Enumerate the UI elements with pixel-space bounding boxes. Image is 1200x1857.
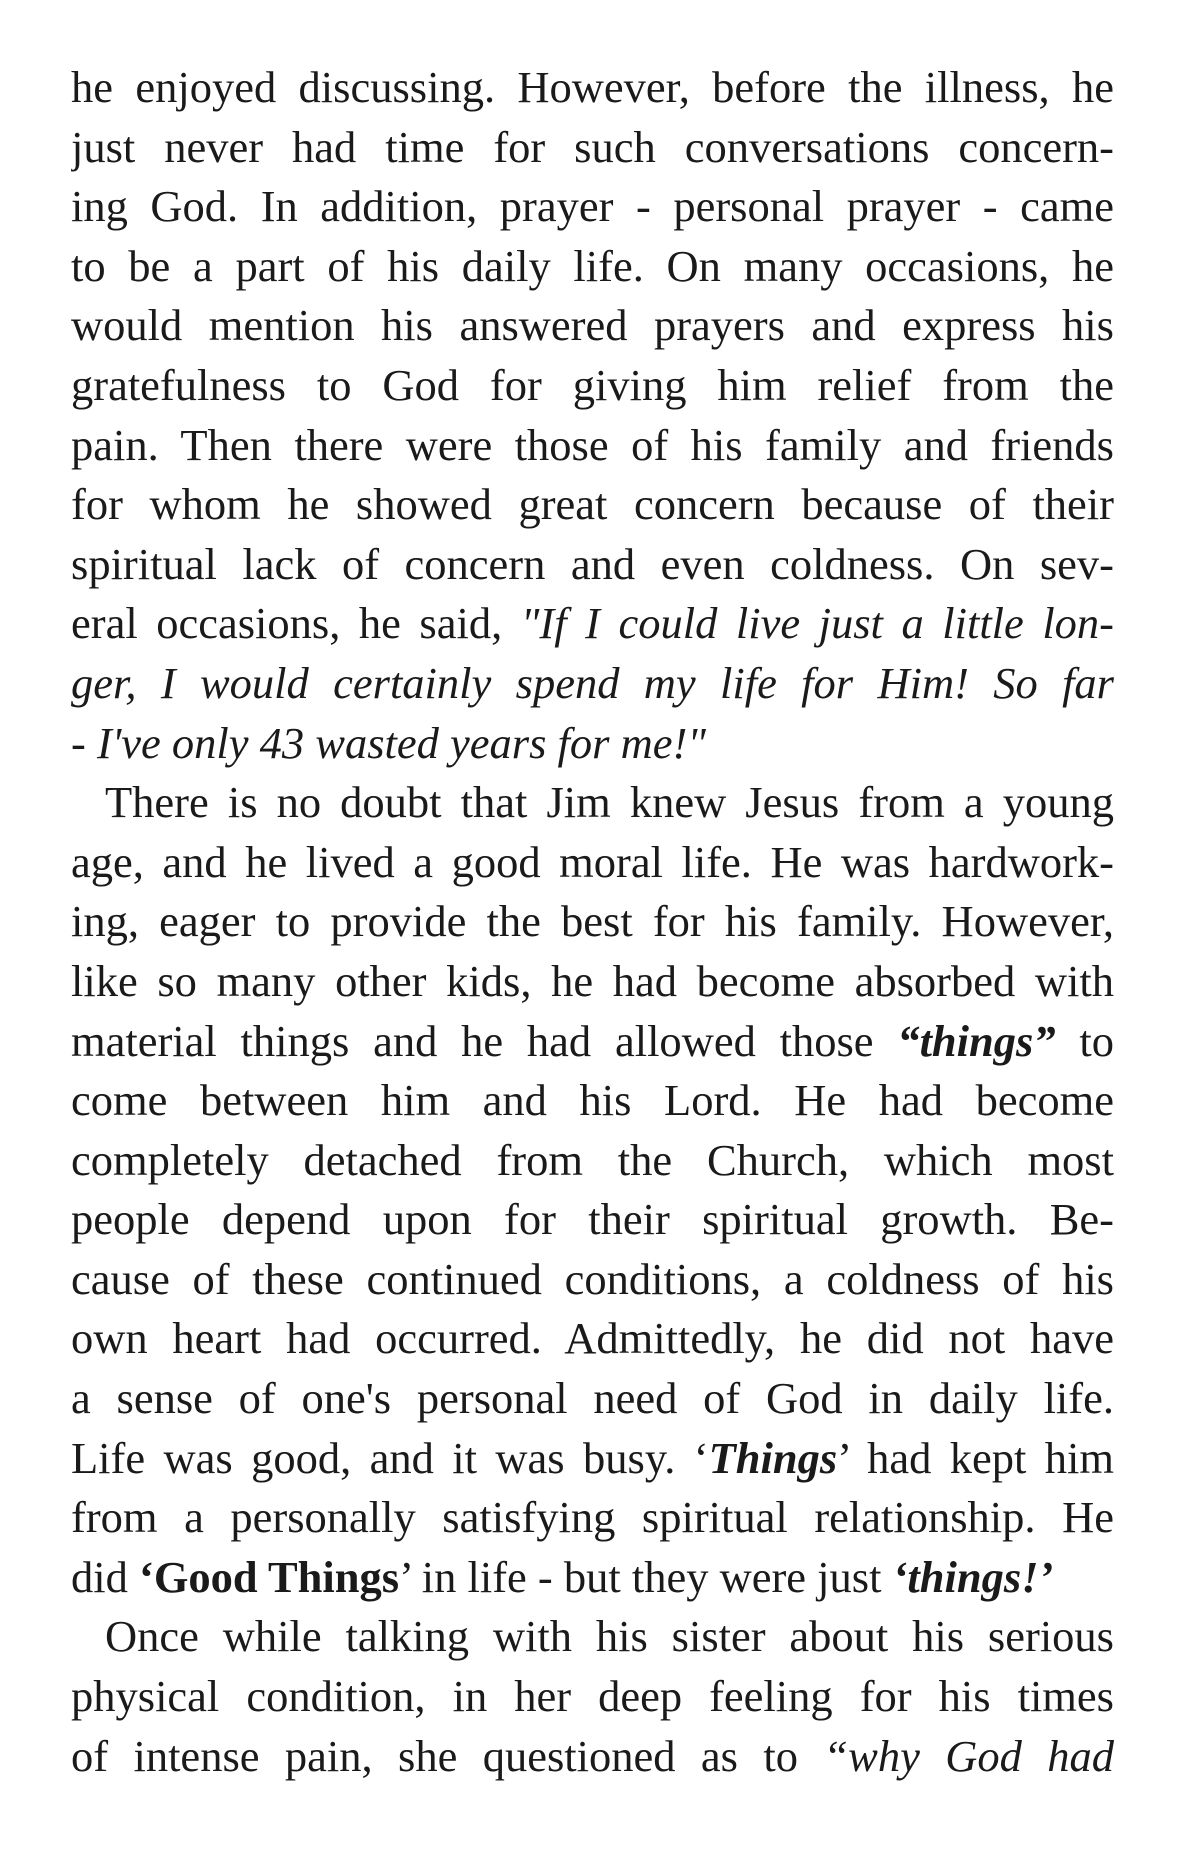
text-segment: would mention his answered prayers and express his — [71, 300, 1114, 351]
text-segment: to — [1055, 1015, 1114, 1066]
text-segment: cause of these continued conditions, a coldness of his — [71, 1253, 1114, 1304]
text-segment: did — [71, 1551, 139, 1602]
text-line — [71, 1429, 1114, 1489]
text-segment: spiritual lack of concern and even coldness. On sev- — [71, 538, 1114, 589]
text-segment: “things” — [897, 1015, 1056, 1066]
text-line — [71, 833, 1114, 893]
text-line — [71, 1190, 1114, 1250]
text-line — [71, 237, 1114, 297]
text-line — [71, 1071, 1114, 1131]
text-line — [71, 177, 1114, 237]
text-line — [71, 535, 1114, 595]
text-line — [71, 1309, 1114, 1369]
text-segment: ger, I would certainly spend my life for Him! So far — [71, 657, 1114, 708]
text-segment: for whom he showed great concern because of their — [71, 479, 1114, 530]
text-segment: ’ had kept him — [837, 1432, 1114, 1483]
text-segment: ‘things!’ — [892, 1551, 1054, 1602]
text-line — [71, 58, 1114, 118]
text-segment: - I've only 43 wasted years for me!" — [71, 717, 706, 768]
paragraph — [71, 1607, 1114, 1786]
text-line — [71, 952, 1114, 1012]
text-segment: Once while talking with his sister about his serious — [105, 1611, 1114, 1662]
text-segment: he enjoyed discussing. However, before the illness, he — [71, 62, 1114, 112]
text-line — [71, 1488, 1114, 1548]
text-line — [71, 475, 1114, 535]
text-segment: Things — [708, 1432, 838, 1483]
text-segment: pain. Then there were those of his family and friends — [71, 419, 1114, 470]
text-segment: ing, eager to provide the best for his family. However, — [71, 896, 1114, 947]
paragraph — [71, 773, 1114, 1607]
text-segment: ‘Good Things — [139, 1551, 400, 1602]
paragraph — [71, 58, 1114, 773]
text-line — [71, 654, 1114, 714]
text-segment: material things and he had allowed those — [71, 1015, 898, 1066]
text-line — [71, 1727, 1114, 1787]
text-line — [71, 594, 1114, 654]
text-segment: come between him and his Lord. He had become — [71, 1075, 1114, 1126]
text-line — [71, 1131, 1114, 1191]
text-segment: There is no doubt that Jim knew Jesus from a young — [105, 777, 1114, 828]
text-segment: "If I could live just a little lon- — [520, 598, 1114, 649]
text-line — [71, 773, 1114, 833]
text-segment: just never had time for such conversations concern- — [71, 121, 1114, 172]
text-segment: to be a part of his daily life. On many occasions, he — [71, 240, 1114, 291]
text-segment: “why God had — [823, 1730, 1114, 1781]
text-line — [71, 296, 1114, 356]
text-line — [71, 416, 1114, 476]
text-segment: ’ in life - but they were just — [399, 1551, 893, 1602]
text-segment: ing God. In addition, prayer - personal prayer - came — [71, 181, 1114, 232]
text-line — [71, 1012, 1114, 1072]
text-segment: completely detached from the Church, which most — [71, 1134, 1114, 1185]
text-segment: a sense of one's personal need of God in daily life. — [71, 1373, 1114, 1424]
text-line — [71, 118, 1114, 178]
text-segment: like so many other kids, he had become absorbed with — [71, 955, 1114, 1006]
text-segment: age, and he lived a good moral life. He was hardwork- — [71, 836, 1114, 887]
text-segment: from a personally satisfying spiritual relationship. He — [71, 1492, 1114, 1543]
book-page — [71, 58, 1114, 1786]
text-line — [71, 1250, 1114, 1310]
text-line — [71, 1607, 1114, 1667]
text-segment: Life was good, and it was busy. ‘ — [71, 1432, 709, 1483]
text-line — [71, 1369, 1114, 1429]
text-segment: own heart had occurred. Admittedly, he did not have — [71, 1313, 1114, 1364]
text-line — [71, 356, 1114, 416]
text-segment: gratefulness to God for giving him relief from the — [71, 359, 1114, 410]
text-segment: physical condition, in her deep feeling for his times — [71, 1671, 1114, 1722]
text-segment: eral occasions, he said, — [71, 598, 521, 649]
text-line — [71, 1667, 1114, 1727]
text-line — [71, 714, 1114, 774]
text-line — [71, 1548, 1114, 1608]
text-segment: people depend upon for their spiritual growth. Be- — [71, 1194, 1114, 1245]
text-segment: of intense pain, she questioned as to — [71, 1730, 824, 1781]
text-line — [71, 892, 1114, 952]
